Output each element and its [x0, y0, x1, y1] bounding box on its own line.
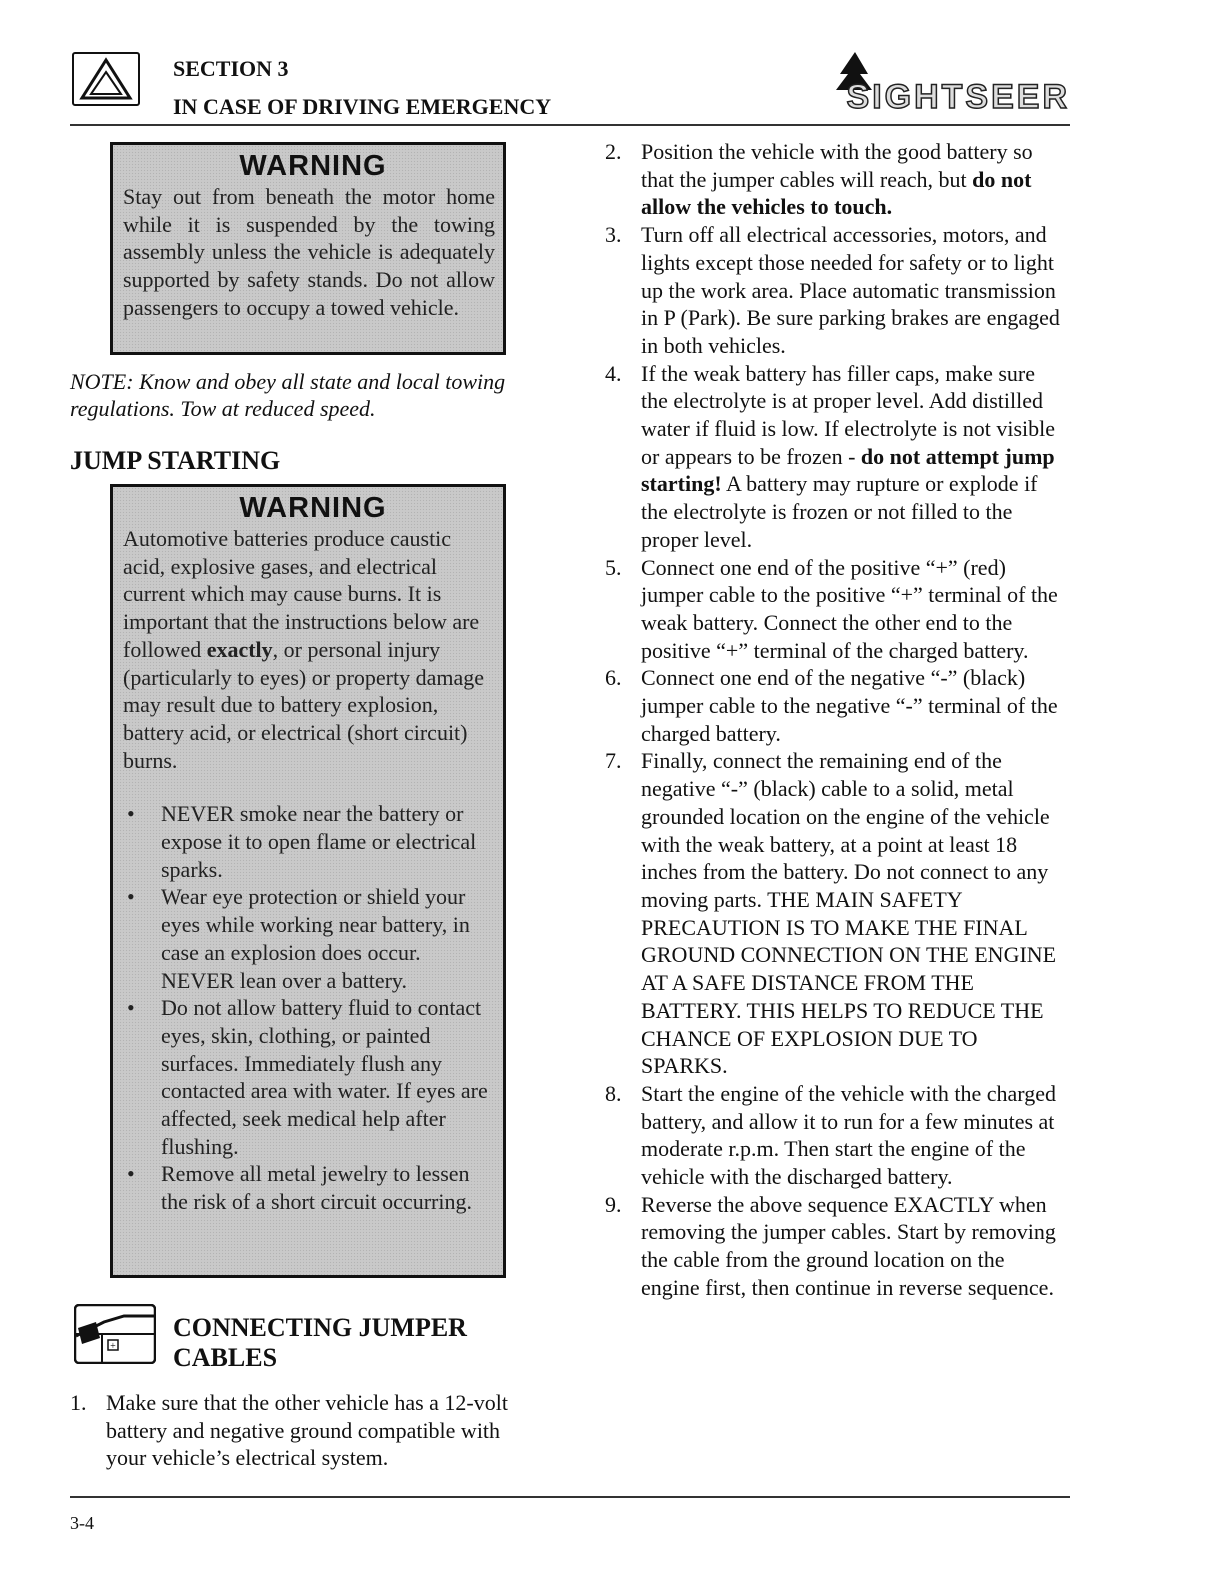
header-rule — [70, 124, 1070, 126]
warning-intro-text: , or personal injury (particularly to eyes) or property damage may result due to battery explosion, battery acid, or electrical (short circuit) burns. — [123, 636, 485, 773]
step-text: Position the vehicle with the good battery so that the jumper cables will reach, but — [641, 139, 1033, 192]
step-text: Start the engine of the vehicle with the charged battery, and allow it to run for a few minutes at moderate r.p.m. Then start the engine of the vehicle with the discharged battery. — [641, 1080, 1057, 1190]
warning-emphasis: exactly — [206, 636, 273, 662]
note-label: NOTE: — [70, 369, 134, 394]
step-item — [605, 1080, 1067, 1191]
step-item — [605, 221, 1067, 360]
connecting-cables-heading: CONNECTING JUMPER CABLES — [173, 1313, 467, 1372]
towing-note — [70, 368, 540, 422]
sightseer-logo — [760, 52, 1070, 112]
warning-box-battery — [110, 484, 506, 1278]
step-item — [605, 138, 1067, 221]
jump-starting-heading: JUMP STARTING — [70, 446, 281, 475]
step-text: Make sure that the other vehicle has a 12-volt battery and negative ground compatible with your vehicle’s electrical system. — [106, 1390, 508, 1471]
step-number: 3. — [605, 222, 622, 248]
step-number: 4. — [605, 360, 622, 386]
warning-box-towing — [110, 142, 506, 355]
step-item — [605, 664, 1067, 747]
hazard-triangle-icon — [72, 52, 140, 106]
warning-bullet: • Remove all metal jewelry to lessen the risk of a short circuit occurring. — [123, 1160, 503, 1215]
warning-bullet: • Wear eye protection or shield your eyes while working near battery, in case an explosion does occur. NEVER lean over a battery. — [123, 883, 503, 994]
page-number: 3-4 — [70, 1513, 94, 1533]
step-number: 9. — [605, 1191, 622, 1217]
step-emphasis: do not attempt jump starting! — [641, 443, 1055, 497]
section-number: SECTION 3 — [173, 56, 289, 81]
step-emphasis: do not allow the vehicles to touch. — [641, 166, 1032, 220]
note-text: Know and obey all state and local towing regulations. Tow at reduced speed. — [70, 369, 506, 421]
step-item — [605, 1191, 1067, 1302]
step-text: Connect one end of the positive “+” (red) jumper cable to the positive “+” terminal of the weak battery. Connect the other end to the positive “+” terminal of the charged battery. — [641, 554, 1058, 663]
warning-intro-text: Automotive batteries produce caustic acid, explosive gases, and electrical current which may cause burns. It is important that the instructions below are followed — [123, 526, 480, 662]
step-item — [605, 554, 1067, 665]
step-number: 5. — [605, 554, 622, 580]
svg-text:SIGHTSEER: SIGHTSEER — [846, 78, 1070, 112]
jumper-cable-icon — [74, 1304, 156, 1364]
step-number: 2. — [605, 139, 622, 164]
warning-bullet: • NEVER smoke near the battery or expose it to open flame or electrical sparks. — [123, 800, 503, 883]
jump-steps-left — [70, 1389, 530, 1472]
warning-bullets — [123, 800, 503, 1216]
step-number: 7. — [605, 748, 622, 774]
section-title: IN CASE OF DRIVING EMERGENCY — [173, 94, 552, 119]
footer-rule — [70, 1496, 1070, 1498]
step-item — [70, 1389, 530, 1472]
jump-steps-right — [605, 138, 1067, 1302]
warning-title: WARNING — [239, 150, 387, 182]
step-number: 1. — [70, 1390, 87, 1415]
warning-bullet: • Do not allow battery fluid to contact eyes, skin, clothing, or painted surfaces. Immediately flush any contacted area with water. If eyes are affected, seek medical help after flushing. — [123, 994, 503, 1160]
warning-intro — [123, 525, 503, 774]
step-text: Finally, connect the remaining end of the negative “-” (black) cable to a solid, metal grounded location on the engine of the vehicle with the weak battery, at a point at least 18 inches from the battery. Do not connect to any moving parts. THE MAIN SAFETY PRECAUTION IS TO MAKE THE FINAL GROUND CONNECTION ON THE ENGINE AT A SAFE DISTANCE FROM THE BATTERY. THIS HELPS TO REDUCE THE CHANCE OF EXPLOSION DUE TO SPARKS. — [641, 748, 1057, 1079]
step-number: 6. — [605, 665, 622, 691]
step-text: Turn off all electrical accessories, motors, and lights except those needed for safety or to light up the work area. Place automatic transmission in P (Park). Be sure parking brakes are engaged in both vehicles. — [641, 222, 1060, 358]
step-number: 8. — [605, 1080, 622, 1106]
step-item — [605, 747, 1067, 1079]
step-text: Connect one end of the negative “-” (black) jumper cable to the negative “-” terminal of the charged battery. — [641, 665, 1058, 746]
step-text: If the weak battery has filler caps, make sure the electrolyte is at proper level. Add distilled water if fluid is low. If electrolyte is not visible or appears to be frozen - — [641, 360, 1056, 469]
svg-text:+: + — [110, 1341, 116, 1352]
warning-text: Stay out from beneath the motor home while it is suspended by the towing assembly unless the vehicle is adequately supported by safety stands. Do not allow passengers to occupy a towed vehicle. — [123, 184, 495, 320]
step-item — [605, 360, 1067, 554]
step-text: A battery may rupture or explode if the electrolyte is frozen or not filled to the proper level. — [641, 471, 1038, 552]
step-text: Reverse the above sequence EXACTLY when removing the jumper cables. Start by removing the cable from the ground location on the engine first, then continue in reverse sequence. — [641, 1191, 1056, 1300]
warning-title: WARNING — [239, 492, 387, 524]
